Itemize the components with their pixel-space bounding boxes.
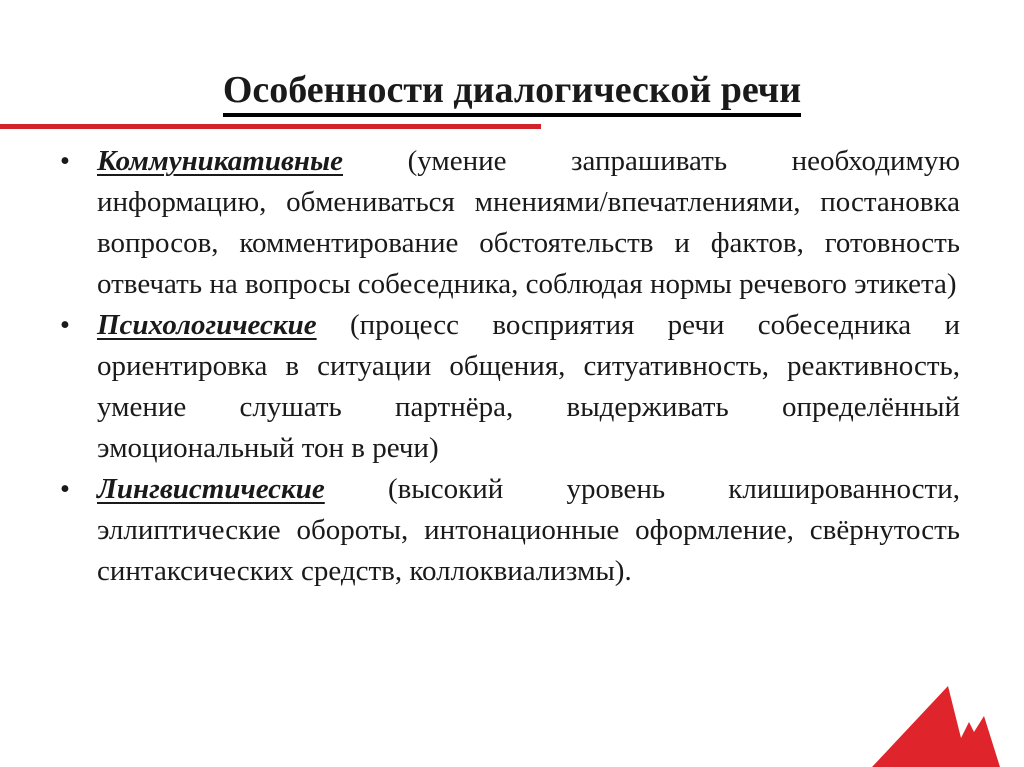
description-linguistic: (высокий уровень клишированности, эллиптические обороты, интонационные оформление, свёрнутость синтаксических средств, коллоквиализмы).: [97, 473, 960, 587]
description-communicative: (умение запрашивать необходимую информацию, обмениваться мнениями/впечатлениями, постановка вопросов, комментирование обстоятельств и фактов, готовность отвечать на вопросы собеседника, соблюдая нормы речевого этикета): [97, 145, 960, 300]
list-item-communicative: [55, 141, 960, 305]
title-accent-bar: [0, 124, 541, 129]
bullet-icon: •: [59, 309, 71, 341]
bullet-icon: •: [59, 473, 71, 505]
feature-list: [55, 141, 960, 592]
term-psychological: Психологические: [97, 309, 317, 341]
term-linguistic: Лингвистические: [97, 473, 325, 505]
term-communicative: Коммуникативные: [97, 145, 344, 177]
list-item-psychological: [55, 305, 960, 469]
logo-shape: [872, 686, 1000, 767]
slide-title-text: Особенности диалогической речи: [223, 69, 801, 117]
slide-title: [0, 68, 1024, 114]
bullet-icon: •: [59, 145, 71, 177]
list-item-linguistic: [55, 469, 960, 592]
description-psychological: (процесс восприятия речи собеседника и ориентировка в ситуации общения, ситуативность, реактивность, умение слушать партнёра, выдерживать определённый эмоциональный тон в речи): [97, 309, 960, 464]
red-arrow-logo-icon: [870, 680, 1000, 767]
